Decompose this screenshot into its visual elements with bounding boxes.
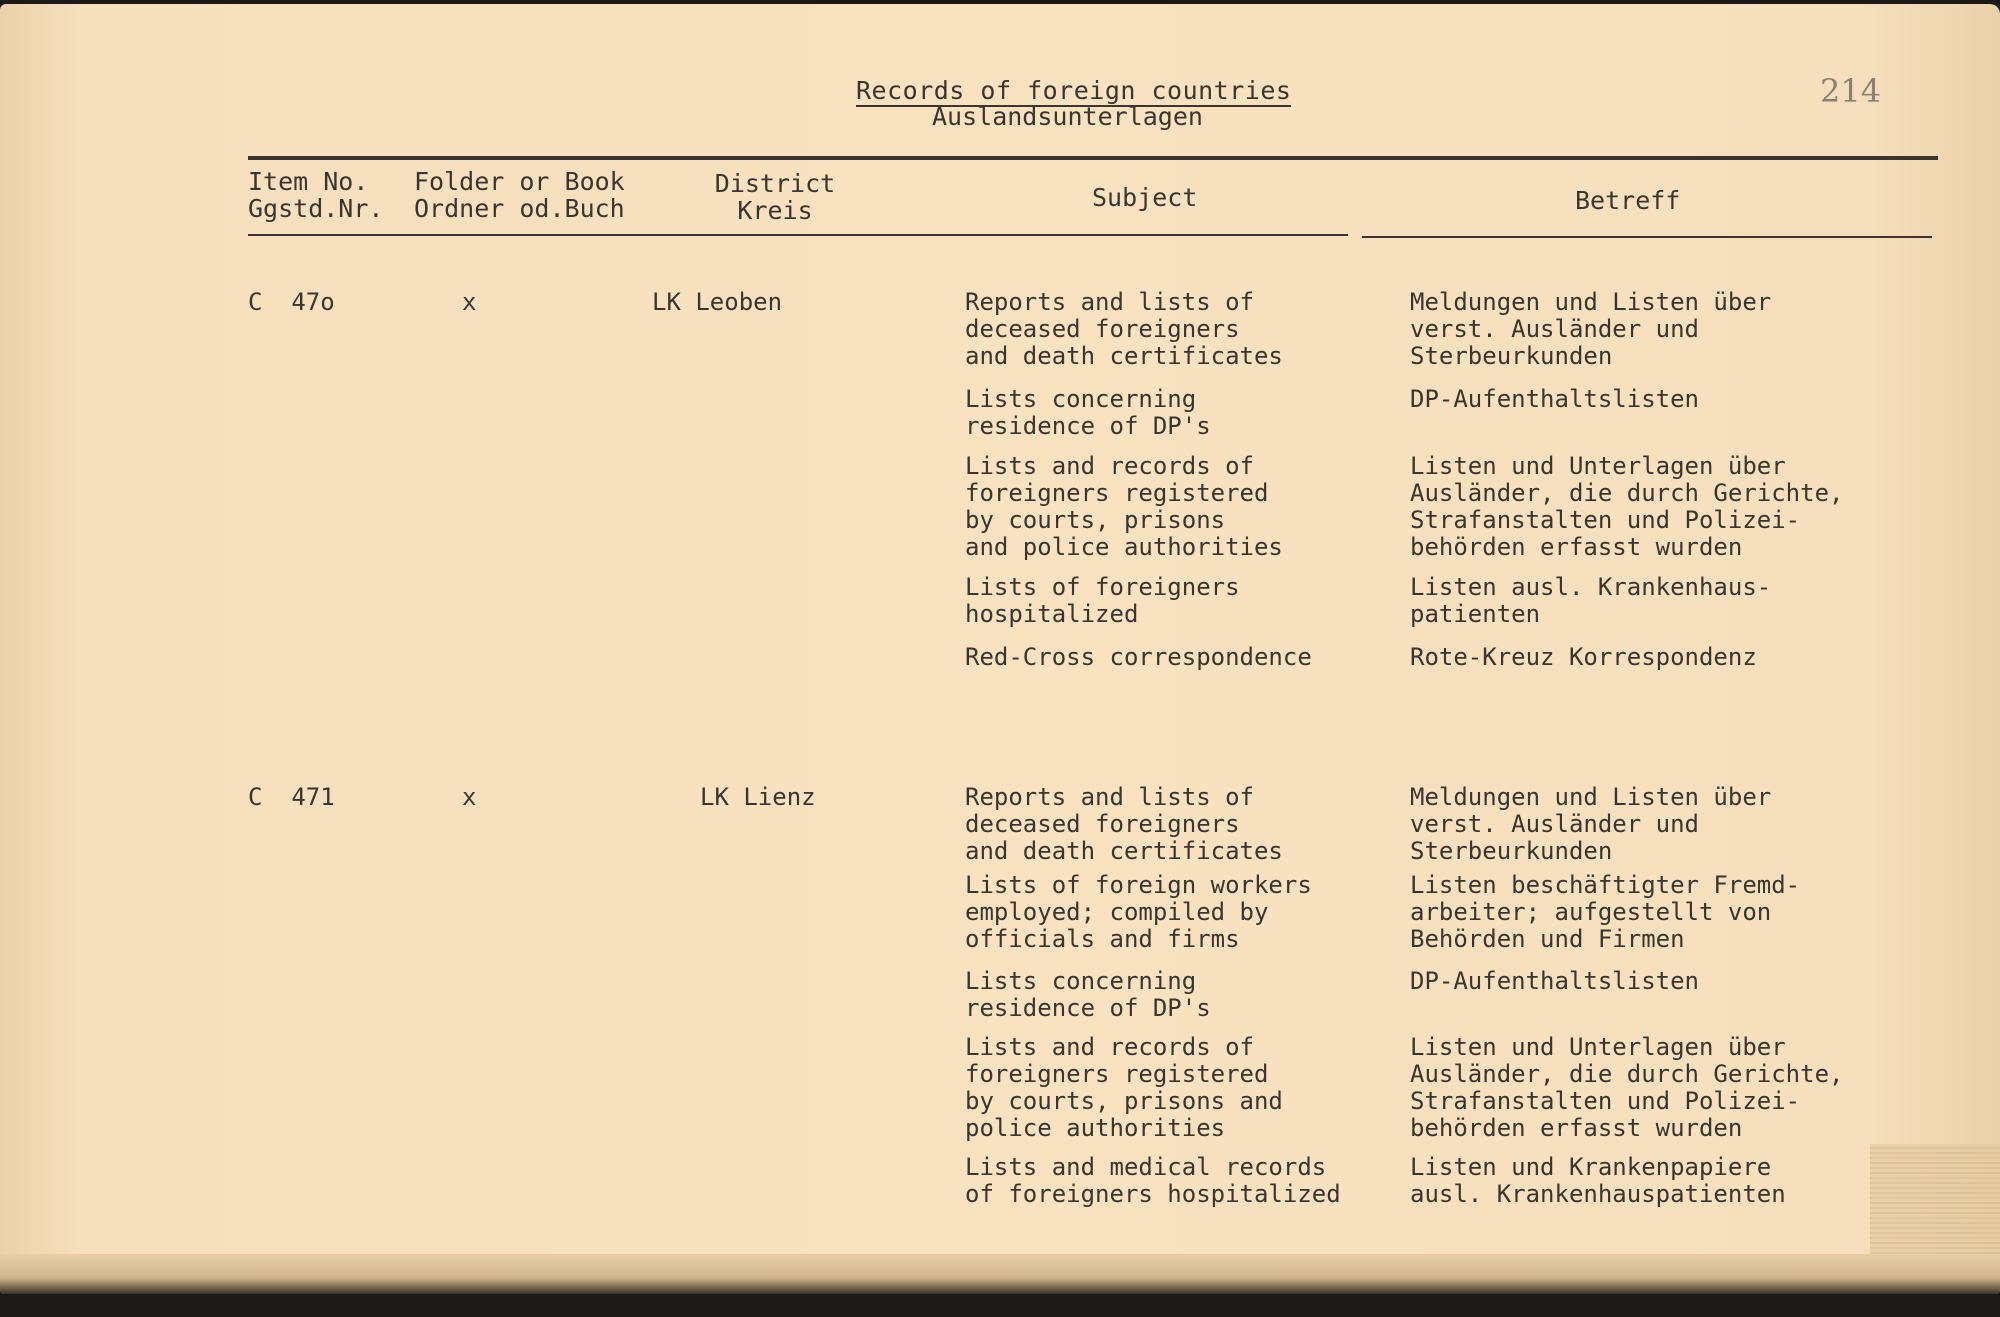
- subject-line: deceased foreigners: [965, 810, 1240, 838]
- subject-line: residence of DP's: [965, 412, 1211, 440]
- page-subtitle: Auslandsunterlagen: [932, 102, 1203, 131]
- subject-line: Lists and records of: [965, 1033, 1254, 1061]
- subject-line: residence of DP's: [965, 994, 1211, 1022]
- betreff-entry: [1410, 574, 1771, 628]
- betreff-line: Listen beschäftigter Fremd-: [1410, 871, 1801, 899]
- betreff-line: Strafanstalten und Polizei-: [1410, 506, 1801, 534]
- header-top-rule: [248, 156, 1938, 160]
- page-title: Records of foreign countries: [856, 76, 1292, 105]
- subject-line: Lists of foreigners: [965, 573, 1240, 601]
- subject-line: and police authorities: [965, 533, 1283, 561]
- betreff-line: Ausländer, die durch Gerichte,: [1410, 1060, 1844, 1088]
- page-bottom-edge: [0, 1254, 2000, 1294]
- betreff-line: DP-Aufenthaltslisten: [1410, 967, 1699, 995]
- betreff-line: behörden erfasst wurden: [1410, 1114, 1743, 1142]
- betreff-line: Behörden und Firmen: [1410, 925, 1685, 953]
- header-folder: Folder or Book Ordner od.Buch: [414, 167, 625, 223]
- subject-line: and death certificates: [965, 342, 1283, 370]
- subject-entry: [965, 872, 1312, 953]
- betreff-entry: [1410, 386, 1699, 413]
- betreff-line: arbeiter; aufgestellt von: [1410, 898, 1772, 926]
- header-item: Item No. Ggstd.Nr.: [248, 167, 384, 223]
- subject-entry: [965, 386, 1211, 440]
- header-bottom-rule-left: [248, 234, 1348, 236]
- betreff-line: Sterbeurkunden: [1410, 342, 1613, 370]
- subject-line: Lists concerning: [965, 967, 1197, 995]
- subject-line: hospitalized: [965, 600, 1139, 628]
- subject-entry: [965, 644, 1312, 671]
- subject-line: Reports and lists of: [965, 288, 1254, 316]
- betreff-entry: [1410, 1154, 1786, 1208]
- betreff-line: Rote-Kreuz Korrespondenz: [1410, 643, 1757, 671]
- betreff-line: Listen und Unterlagen über: [1410, 452, 1786, 480]
- betreff-line: DP-Aufenthaltslisten: [1410, 385, 1699, 413]
- page-number: 214: [1820, 72, 1882, 110]
- subject-line: of foreigners hospitalized: [965, 1180, 1341, 1208]
- betreff-line: verst. Ausländer und: [1410, 810, 1699, 838]
- betreff-line: verst. Ausländer und: [1410, 315, 1699, 343]
- subject-line: and death certificates: [965, 837, 1283, 865]
- subject-line: officials and firms: [965, 925, 1240, 953]
- subject-line: foreigners registered: [965, 479, 1269, 507]
- subject-entry: [965, 968, 1211, 1022]
- subject-line: employed; compiled by: [965, 898, 1269, 926]
- subject-line: foreigners registered: [965, 1060, 1269, 1088]
- betreff-entry: [1410, 453, 1843, 561]
- subject-line: deceased foreigners: [965, 315, 1240, 343]
- subject-line: by courts, prisons: [965, 506, 1226, 534]
- betreff-entry: [1410, 644, 1757, 671]
- subject-entry: [965, 289, 1283, 370]
- betreff-entry: [1410, 968, 1699, 995]
- district-name: LK Lienz: [700, 783, 816, 811]
- betreff-entry: [1410, 872, 1800, 953]
- betreff-line: Listen und Krankenpapiere: [1410, 1153, 1772, 1181]
- betreff-entry: [1410, 784, 1771, 865]
- betreff-line: ausl. Krankenhauspatienten: [1410, 1180, 1786, 1208]
- subject-line: by courts, prisons and: [965, 1087, 1283, 1115]
- subject-entry: [965, 574, 1240, 628]
- header-subject: Subject: [1092, 183, 1198, 212]
- betreff-line: Meldungen und Listen über: [1410, 288, 1772, 316]
- subject-entry: [965, 1034, 1283, 1142]
- subject-entry: [965, 784, 1283, 865]
- betreff-line: Sterbeurkunden: [1410, 837, 1613, 865]
- subject-line: police authorities: [965, 1114, 1226, 1142]
- betreff-line: Meldungen und Listen über: [1410, 783, 1772, 811]
- betreff-line: Strafanstalten und Polizei-: [1410, 1087, 1801, 1115]
- district-name: LK Leoben: [652, 288, 783, 316]
- subject-line: Lists of foreign workers: [965, 871, 1312, 899]
- document-page: [0, 4, 2000, 1294]
- subject-entry: [965, 1154, 1341, 1208]
- betreff-entry: [1410, 1034, 1843, 1142]
- subject-line: Lists and records of: [965, 452, 1254, 480]
- header-district: District Kreis: [714, 169, 836, 225]
- item-number: C 47o: [248, 288, 335, 316]
- betreff-line: patienten: [1410, 600, 1541, 628]
- betreff-line: Listen ausl. Krankenhaus-: [1410, 573, 1772, 601]
- item-number: C 471: [248, 783, 335, 811]
- folder-mark: x: [462, 288, 477, 316]
- betreff-line: behörden erfasst wurden: [1410, 533, 1743, 561]
- header-bottom-rule-right: [1362, 236, 1932, 238]
- subject-line: Lists and medical records: [965, 1153, 1327, 1181]
- betreff-entry: [1410, 289, 1771, 370]
- subject-line: Lists concerning: [965, 385, 1197, 413]
- betreff-line: Listen und Unterlagen über: [1410, 1033, 1786, 1061]
- betreff-line: Ausländer, die durch Gerichte,: [1410, 479, 1844, 507]
- subject-line: Reports and lists of: [965, 783, 1254, 811]
- folder-mark: x: [462, 783, 477, 811]
- subject-line: Red-Cross correspondence: [965, 643, 1312, 671]
- header-betreff: Betreff: [1575, 186, 1681, 215]
- subject-entry: [965, 453, 1283, 561]
